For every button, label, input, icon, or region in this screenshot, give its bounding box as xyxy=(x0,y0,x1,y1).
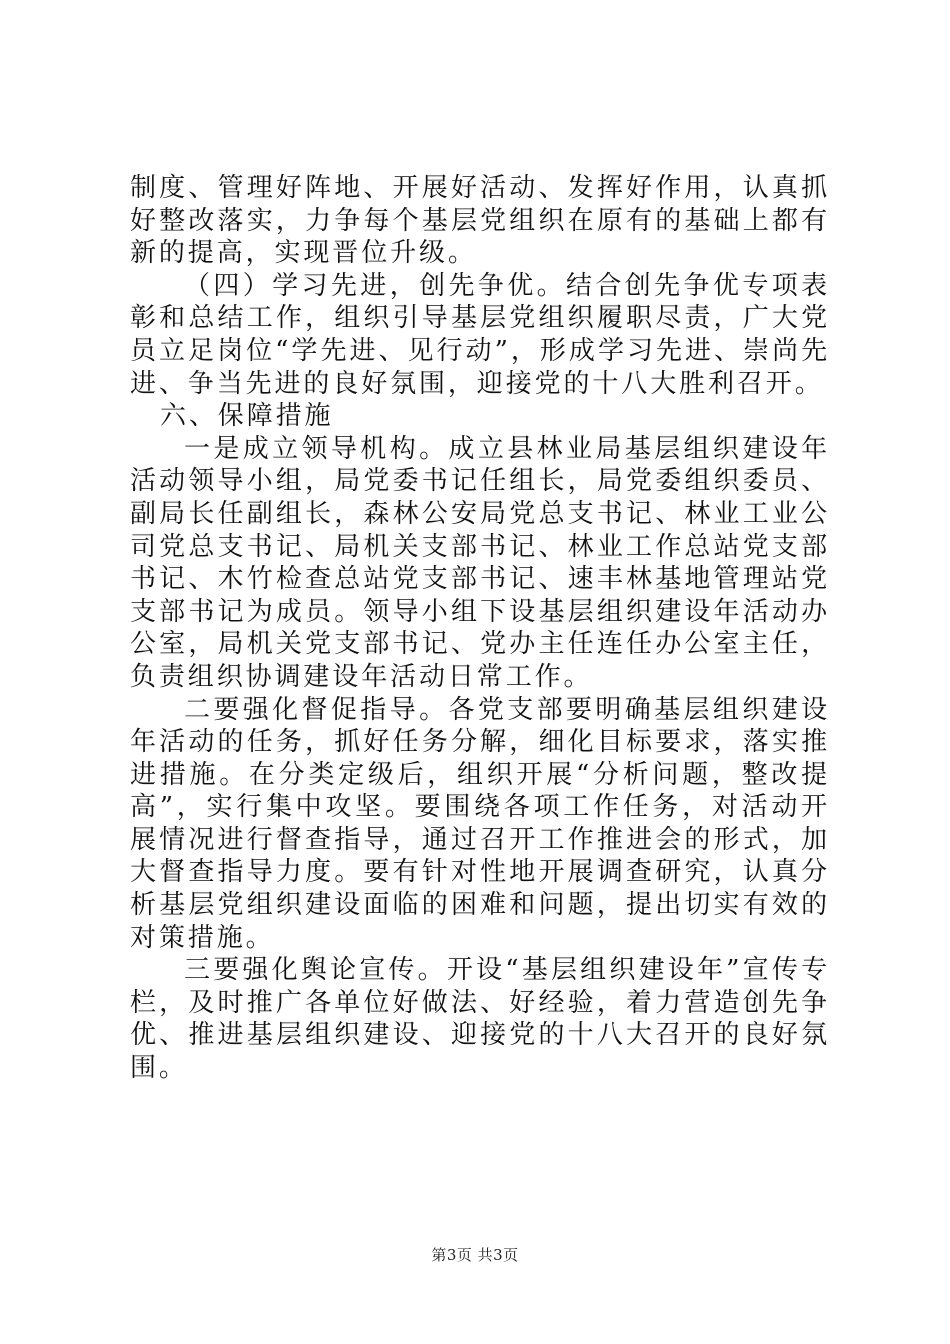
paragraph-learn-advanced: （四）学习先进，创先争优。结合创先争优专项表彰和总结工作，组织引导基层党组织履职尽责，广大党员立足岗位“学先进、见行动”，形成学习先进、崇尚先进、争当先进的良好氛围，迎接党的十八大胜利召开。 xyxy=(130,270,830,399)
paragraph-supervision: 二要强化督促指导。各党支部要明确基层组织建设年活动的任务，抓好任务分解，细化目标要求，落实推进措施。在分类定级后，组织开展“分析问题，整改提高”，实行集中攻坚。要围绕各项工作任务，对活动开展情况进行督查指导，通过召开工作推进会的形式，加大督查指导力度。要有针对性地开展调查研究，认真分析基层党组织建设面临的困难和问题，提出切实有效的对策措施。 xyxy=(130,694,830,953)
paragraph-leadership-body: 一是成立领导机构。成立县林业局基层组织建设年活动领导小组，局党委书记任组长，局党委组织委员、副局长任副组长，森林公安局党总支书记、林业工业公司党总支书记、局机关支部书记、林业工作总站党支部书记、木竹检查总站党支部书记、速丰林基地管理站党支部书记为成员。领导小组下设基层组织建设年活动办公室，局机关党支部书记、党办主任连任办公室主任，负责组织协调建设年活动日常工作。 xyxy=(130,433,830,692)
section-heading-safeguards: 六、保障措施 xyxy=(160,401,334,432)
paragraph-continuation: 制度、管理好阵地、开展好活动、发挥好作用，认真抓好整改落实，力争每个基层党组织在原有的基础上都有新的提高，实现晋位升级。 xyxy=(130,173,830,269)
document-body xyxy=(130,172,830,1085)
paragraph-publicity: 三要强化舆论宣传。开设“基层组织建设年”宣传专栏，及时推广各单位好做法、好经验，着力营造创先争优、推进基层组织建设、迎接党的十八大召开的良好氛围。 xyxy=(130,955,830,1084)
page-footer: 第3页 共3页 xyxy=(431,1246,519,1264)
